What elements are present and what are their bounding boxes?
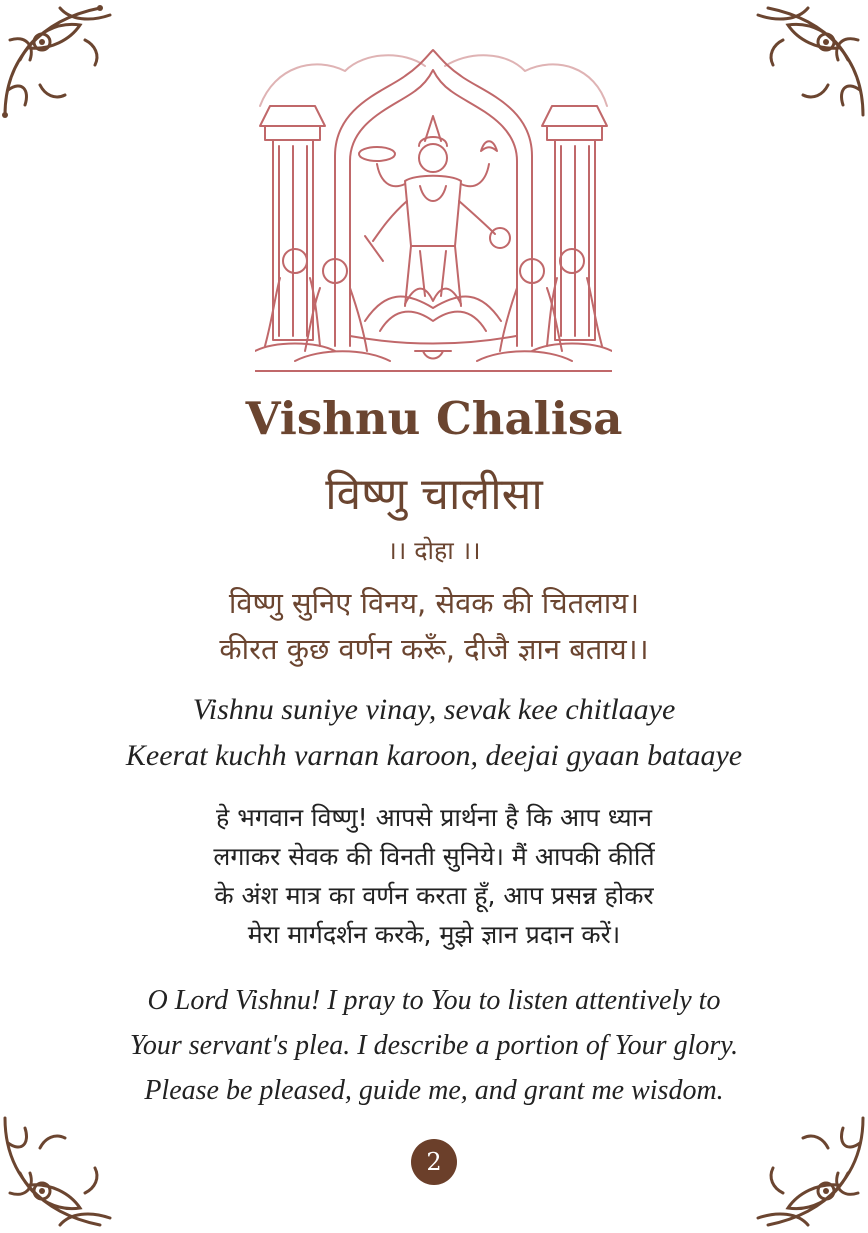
doha-label: ।। दोहा ।। xyxy=(387,536,481,565)
meaning-english-line: Please be pleased, guide me, and grant me wisdom. xyxy=(144,1075,724,1106)
floral-corner-ornament-icon xyxy=(743,1108,868,1233)
verse-hindi xyxy=(0,580,868,672)
verse-hindi-line: विष्णु सुनिए विनय, सेवक की चितलाय। xyxy=(228,586,640,620)
verse-transliteration-line: Keerat kuchh varnan karoon, deejai gyaan bataaye xyxy=(125,739,743,772)
meaning-hindi-line: लगाकर सेवक की विनती सुनिये। मैं आपकी कीर्ति xyxy=(213,842,655,871)
floral-corner-ornament-icon xyxy=(0,0,125,125)
floral-corner-ornament-icon xyxy=(0,1108,125,1233)
meaning-english-line: Your servant's plea. I describe a portion of Your glory. xyxy=(129,1030,739,1061)
verse-transliteration xyxy=(0,687,868,779)
title-english: Vishnu Chalisa xyxy=(245,392,623,445)
page-number-badge: 2 xyxy=(411,1139,457,1185)
meaning-english xyxy=(0,978,868,1113)
meaning-hindi-line: मेरा मार्गदर्शन करके, मुझे ज्ञान प्रदान करें। xyxy=(247,920,621,949)
meaning-hindi-line: हे भगवान विष्णु! आपसे प्रार्थना है कि आप ध्यान xyxy=(216,803,652,832)
meaning-english-line: O Lord Vishnu! I pray to You to listen attentively to xyxy=(147,985,721,1016)
verse-hindi-line: कीरत कुछ वर्णन करूँ, दीजै ज्ञान बताय।। xyxy=(219,632,649,666)
deity-on-lotus-illustration-icon xyxy=(255,46,612,376)
verse-transliteration-line: Vishnu suniye vinay, sevak kee chitlaaye xyxy=(192,693,676,726)
title-hindi: विष्णु चालीसा xyxy=(325,469,543,520)
meaning-hindi-line: के अंश मात्र का वर्णन करता हूँ, आप प्रसन्न होकर xyxy=(214,881,654,910)
meaning-hindi xyxy=(0,798,868,954)
floral-corner-ornament-icon xyxy=(743,0,868,125)
